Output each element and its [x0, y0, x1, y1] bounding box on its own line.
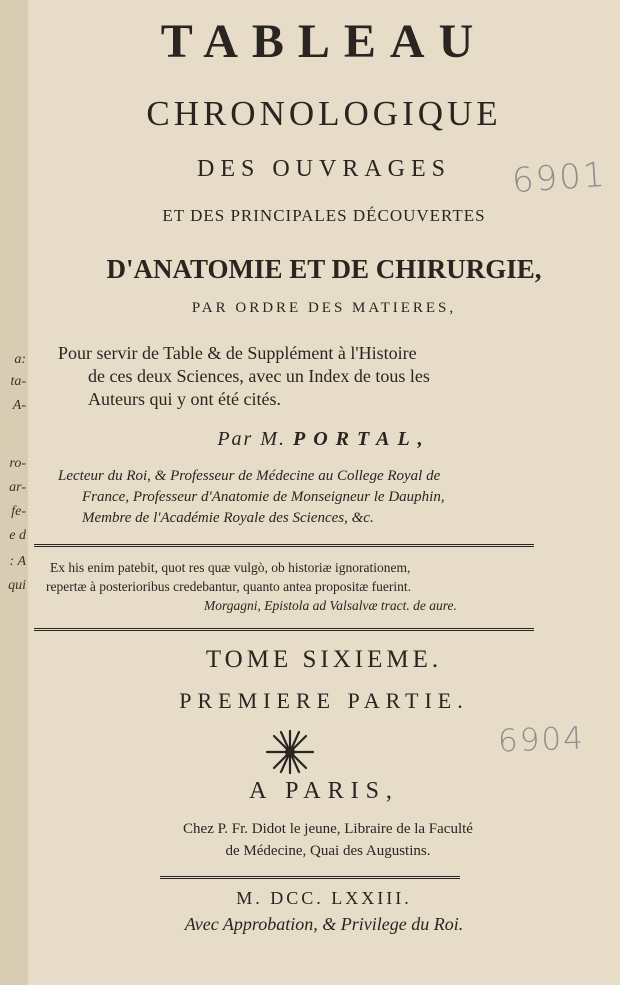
title-page [28, 0, 620, 985]
qualification-line: Lecteur du Roi, & Professeur de Médecine au College Royal de [58, 468, 441, 484]
imprint-place: A PARIS, [249, 778, 399, 804]
purpose-statement [58, 342, 570, 411]
epigraph [46, 558, 546, 615]
divider-rule [160, 876, 460, 879]
margin-fragment: ro- [9, 456, 26, 471]
printer-line: Chez P. Fr. Didot le jeune, Libraire de la Faculté [183, 821, 473, 837]
title-line-1: TABLEAU [160, 15, 488, 68]
part-label: PREMIERE PARTIE. [179, 688, 469, 713]
margin-fragment: e d [9, 528, 26, 543]
handwritten-shelfmark-top: 6901 [510, 154, 608, 202]
margin-fragment: ta- [10, 374, 26, 389]
title-line-5: D'ANATOMIE ET DE CHIRURGIE, [106, 254, 542, 284]
divider-rule [34, 628, 534, 631]
purpose-line: Pour servir de Table & de Supplément à l'Histoire [58, 343, 417, 363]
divider-rule [34, 544, 534, 547]
author-prefix: Par M. [217, 428, 286, 450]
author-name: PORTAL, [293, 428, 431, 450]
margin-fragment: qui [8, 578, 26, 593]
margin-fragment: fe- [11, 504, 26, 519]
margin-fragment: ar- [9, 480, 26, 495]
purpose-line: de ces deux Sciences, avec un Index de tous les [88, 366, 430, 386]
adjacent-page-margin [0, 0, 29, 985]
margin-fragment: A- [12, 398, 26, 413]
handwritten-shelfmark-bottom: 6904 [497, 720, 586, 760]
volume-label: TOME SIXIEME. [205, 646, 443, 673]
title-line-2: CHRONOLOGIQUE [146, 94, 502, 133]
margin-fragment: a: [14, 352, 26, 367]
author-qualifications [58, 466, 578, 529]
qualification-line: Membre de l'Académie Royale des Sciences, &c. [82, 510, 374, 526]
title-line-3: DES OUVRAGES [196, 156, 451, 182]
printer-imprint [68, 818, 588, 862]
qualification-line: France, Professeur d'Anatomie de Monseigneur le Dauphin, [82, 489, 445, 505]
title-line-6: PAR ORDRE DES MATIERES, [191, 300, 457, 316]
fleuron-ornament-icon [263, 728, 317, 776]
epigraph-line: repertæ à posterioribus credebantur, quanto antea propositæ fuerint. [46, 579, 411, 594]
printer-line: de Médecine, Quai des Augustins. [225, 843, 431, 859]
epigraph-line: Ex his enim patebit, quot res quæ vulgò, ob historiæ ignorationem, [50, 560, 411, 575]
approbation-line: Avec Approbation, & Privilege du Roi. [184, 914, 464, 934]
margin-fragment: : A [9, 554, 26, 569]
imprint-date: M. DCC. LXXIII. [236, 888, 412, 908]
author-line [28, 428, 620, 451]
purpose-line: Auteurs qui y ont été cités. [88, 389, 281, 409]
title-line-4: ET DES PRINCIPALES DÉCOUVERTES [162, 206, 486, 225]
epigraph-attribution: Morgagni, Epistola ad Valsalvæ tract. de aure. [204, 598, 457, 613]
